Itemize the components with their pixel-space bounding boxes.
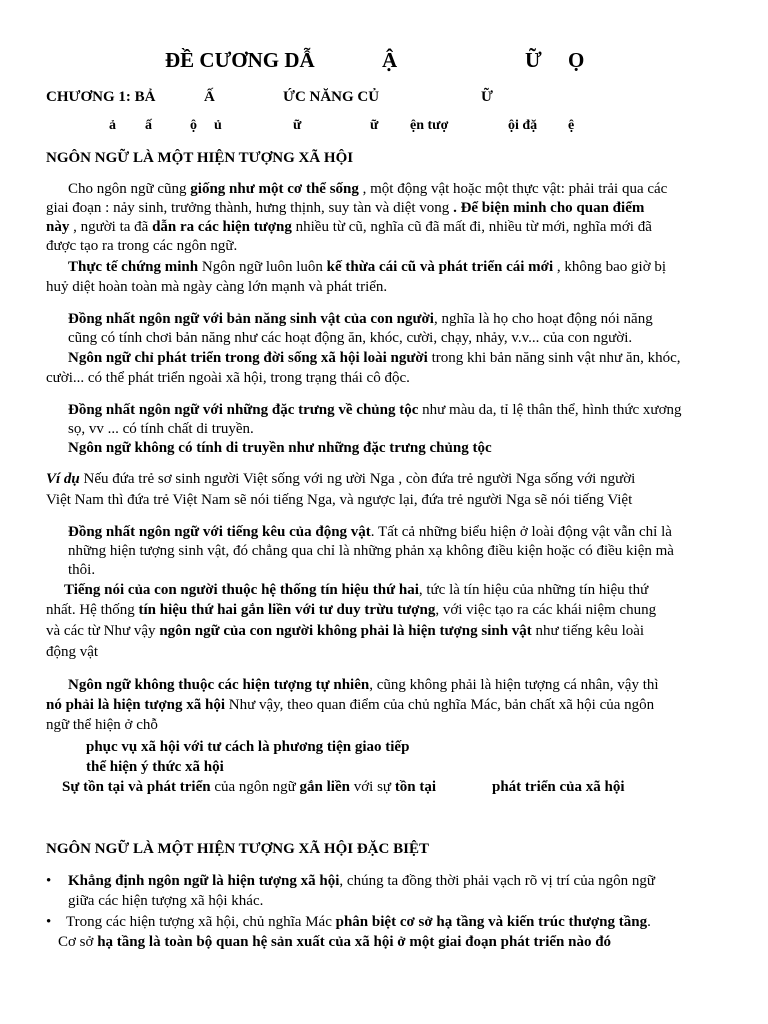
section-heading-1: NGÔN NGỮ LÀ MỘT HIỆN TƯỢNG XÃ HỘI xyxy=(46,150,354,166)
subline-frag-3: ộ xyxy=(190,118,197,133)
example-line-1: Ví dụ Nếu đứa trẻ sơ sinh người Việt sống với ng ười Nga , còn đứa trẻ người Nga sống với người xyxy=(46,471,636,487)
subline-frag-2: ấ xyxy=(145,118,152,133)
paragraph-7-line-3: và các từ Như vậy ngôn ngữ của con người không phải là hiện tượng sinh vật như tiếng kêu loài xyxy=(46,623,645,639)
paragraph-4-line-2: sọ, vv ... có tính chất di truyền. xyxy=(68,421,254,437)
doc-title-part2: Ậ xyxy=(382,48,398,72)
bullet-1-line-2: giữa các hiện tượng xã hội khác. xyxy=(68,893,264,909)
subline-frag-8: ội đặ xyxy=(508,118,538,133)
paragraph-7-line-2: nhất. Hệ thống tín hiệu thứ hai gắn liền với tư duy trừu tượng, với việc tạo ra các khái niệm chung xyxy=(46,602,657,618)
last-line: Cơ sở hạ tầng là toàn bộ quan hệ sản xuất của xã hội ở một giai đoạn phát triển nào đó xyxy=(58,934,612,950)
paragraph-6-line-1: Đồng nhất ngôn ngữ với tiếng kêu của động vật. Tất cả những biểu hiện ở loài động vật vẫn chỉ là xyxy=(68,524,672,540)
paragraph-8-line-1: Ngôn ngữ không thuộc các hiện tượng tự nhiên, cũng không phải là hiện tượng cá nhân, vậy thì xyxy=(68,677,659,693)
subline-frag-7: ện tượ xyxy=(410,118,449,133)
paragraph-6-line-2: những hiện tượng sinh vật, đó chẳng qua chỉ là những phản xạ không điều kiện hoặc có điều kiện mà xyxy=(68,543,674,559)
paragraph-3-line-3: Ngôn ngữ chỉ phát triển trong đời sống xã hội loài người trong khi bản năng sinh vật như ăn, khóc, xyxy=(68,350,681,366)
paragraph-8-line-6-end: phát triển của xã hội xyxy=(492,779,625,795)
subline-frag-1: ả xyxy=(109,118,116,133)
paragraph-3-line-4: cười... có thể phát triển ngoài xã hội, trong trạng thái cô độc. xyxy=(46,370,410,386)
paragraph-4-line-1: Đồng nhất ngôn ngữ với những đặc trưng về chủng tộc như màu da, tỉ lệ thân thể, hình thức xương xyxy=(68,402,682,418)
paragraph-2-line-2: huỷ diệt hoàn toàn mà ngày càng lớn mạnh và phát triển. xyxy=(46,279,388,295)
paragraph-8-line-5: thể hiện ý thức xã hội xyxy=(86,759,224,775)
paragraph-3-line-2: cũng có tính chơi bản năng như các hoạt động ăn, khóc, cười, chạy, nhảy, v.v... của con người. xyxy=(68,330,633,346)
bullet-2-line-1: Trong các hiện tượng xã hội, chủ nghĩa Mác phân biệt cơ sở hạ tầng và kiến trúc thượng tầng. xyxy=(66,914,651,930)
paragraph-1-line-3: này , người ta đã dẫn ra các hiện tượng nhiều từ cũ, nghĩa cũ đã mất đi, nhiều từ mới, nghĩa mới đã xyxy=(46,219,652,235)
subline-frag-9: ệ xyxy=(568,118,575,133)
example-line-2: Việt Nam thì đứa trẻ Việt Nam sẽ nói tiếng Nga, và ngược lại, đứa trẻ người Nga sẽ nói tiếng Việt xyxy=(46,492,633,508)
paragraph-2-line-1: Thực tế chứng minh Ngôn ngữ luôn luôn kế thừa cái cũ và phát triển cái mới , không bao giờ bị xyxy=(68,259,667,275)
bullet-icon: • xyxy=(46,914,52,930)
subline-frag-6: ữ xyxy=(370,118,379,133)
paragraph-1-line-2: giai đoạn : nảy sinh, trưởng thành, hưng thịnh, suy tàn và diệt vong . Để biện minh cho quan điểm xyxy=(46,200,645,216)
doc-title-part4: Ọ xyxy=(568,48,585,72)
paragraph-1-line-1: Cho ngôn ngữ cũng giống như một cơ thể sống , một động vật hoặc một thực vật: phải trải qua các xyxy=(68,181,668,197)
paragraph-8-line-2: nó phải là hiện tượng xã hội Như vậy, theo quan điểm của chủ nghĩa Mác, bản chất xã hội của ngôn xyxy=(46,697,655,713)
subline-frag-5: ữ xyxy=(293,118,302,133)
paragraph-1-line-4: được tạo ra trong các ngôn ngữ. xyxy=(46,238,238,254)
paragraph-4-line-3: Ngôn ngữ không có tính di truyền như những đặc trưng chủng tộc xyxy=(68,440,492,456)
paragraph-3-line-1: Đồng nhất ngôn ngữ với bản năng sinh vật của con người, nghĩa là họ cho hoạt động nói năng xyxy=(68,311,653,327)
chapter-part4: Ữ xyxy=(481,89,493,105)
chapter-part2: Ấ xyxy=(204,89,215,105)
paragraph-7-line-4: động vật xyxy=(46,644,99,660)
bullet-icon: • xyxy=(46,873,52,889)
section-heading-2: NGÔN NGỮ LÀ MỘT HIỆN TƯỢNG XÃ HỘI ĐẶC BIỆT xyxy=(46,841,429,857)
paragraph-6-line-3: thôi. xyxy=(68,562,96,578)
paragraph-8-line-3: ngữ thể hiện ở chỗ xyxy=(46,717,158,733)
chapter-part1: CHƯƠNG 1: BẢ xyxy=(46,89,156,105)
doc-title-part1: ĐỀ CƯƠNG DẪ xyxy=(165,48,315,72)
doc-title-part3: Ữ xyxy=(525,48,542,72)
paragraph-8-line-6: Sự tồn tại và phát triển của ngôn ngữ gắn liền với sự tồn tại xyxy=(62,779,437,795)
paragraph-7-line-1: Tiếng nói của con người thuộc hệ thống tín hiệu thứ hai, tức là tín hiệu của những tín hiệu thứ xyxy=(64,582,649,598)
paragraph-8-line-4: phục vụ xã hội với tư cách là phương tiện giao tiếp xyxy=(86,739,410,755)
chapter-part3: ỨC NĂNG CỦ xyxy=(283,89,380,105)
subline-frag-4: ủ xyxy=(214,118,222,133)
bullet-1-line-1: Khẳng định ngôn ngữ là hiện tượng xã hội, chúng ta đồng thời phải vạch rõ vị trí của ngôn ngữ xyxy=(68,873,655,889)
